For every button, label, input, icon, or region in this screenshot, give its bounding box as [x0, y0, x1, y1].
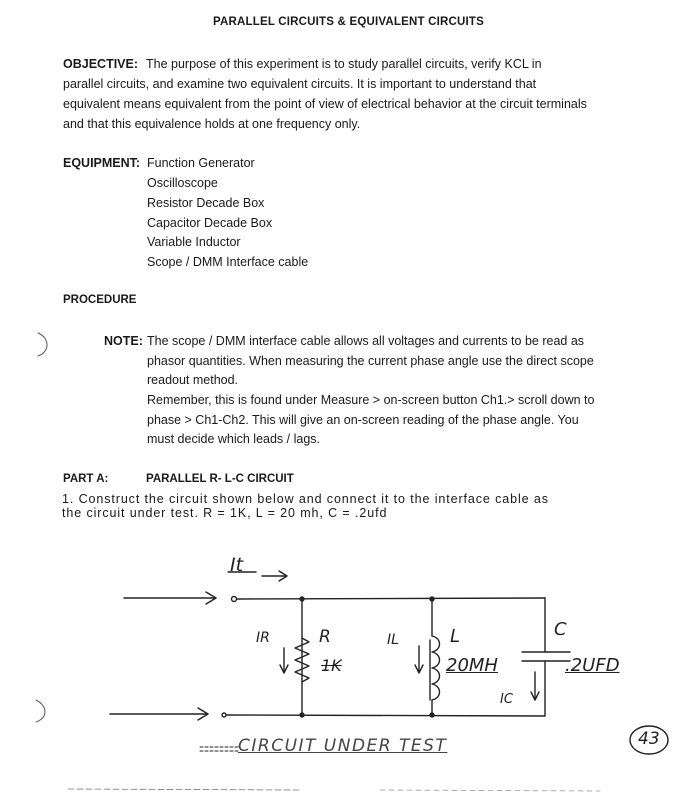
equipment-item: Scope / DMM Interface cable — [147, 255, 309, 269]
objective-label: OBJECTIVE: — [63, 57, 139, 71]
page-number: 43 — [638, 729, 660, 749]
objective-line-4: and that this equivalence holds at one frequency only. — [63, 117, 361, 131]
note-line: phasor quantities. When measuring the current phase angle use the direct scope — [147, 354, 594, 368]
l-value: 20MH — [446, 655, 498, 676]
ic-label: IC — [500, 692, 513, 707]
equipment-item: Resistor Decade Box — [147, 196, 265, 210]
note-line: The scope / DMM interface cable allows all voltages and currents to be read as — [147, 334, 585, 348]
equipment-item: Oscilloscope — [147, 176, 218, 190]
objective-line-2: parallel circuits, and examine two equivalent circuits. It is important to understand that — [63, 77, 537, 91]
objective-line-3: equivalent means equivalent from the point of view of electrical behavior at the circuit terminals — [63, 97, 587, 111]
inductor-coil — [432, 636, 440, 700]
it-label: It — [230, 554, 244, 576]
c-value: .2UFD — [565, 655, 620, 676]
part-a-label: PART A: — [63, 473, 109, 485]
top-rail — [237, 598, 545, 599]
equipment-label: EQUIPMENT: — [63, 156, 141, 170]
objective-line-1: The purpose of this experiment is to study parallel circuits, verify KCL in — [146, 57, 542, 71]
equipment-item: Function Generator — [147, 156, 255, 170]
procedure-label: PROCEDURE — [63, 294, 137, 306]
note-line: must decide which leads / lags. — [147, 432, 321, 446]
note-line: readout method. — [147, 373, 239, 387]
step1-line-2: the circuit under test. R = 1K, L = 20 mh, C = .2ufd — [62, 506, 388, 520]
c-label: C — [554, 619, 567, 640]
step1-line-1: 1. Construct the circuit shown below and connect it to the interface cable as — [62, 492, 549, 506]
note-line: Remember, this is found under Measure > on-screen button Ch1.> scroll down to — [147, 393, 595, 407]
ir-label: IR — [256, 630, 270, 646]
part-a-title: PARALLEL R- L-C CIRCUIT — [146, 473, 294, 485]
circuit-caption: CIRCUIT UNDER TEST — [238, 736, 448, 756]
equipment-item: Capacitor Decade Box — [147, 216, 273, 230]
r-value: 1K — [321, 656, 342, 675]
il-label: IL — [387, 632, 399, 648]
page-title: PARALLEL CIRCUITS & EQUIVALENT CIRCUITS — [212, 16, 485, 28]
r-label: R — [319, 627, 331, 647]
note-label: NOTE: — [104, 334, 143, 348]
note-line: phase > Ch1-Ch2. This will give an on-screen reading of the phase angle. You — [147, 413, 579, 427]
bottom-rail — [226, 715, 545, 716]
terminal-top — [232, 597, 237, 602]
equipment-item: Variable Inductor — [147, 235, 241, 249]
l-label: L — [450, 626, 461, 647]
